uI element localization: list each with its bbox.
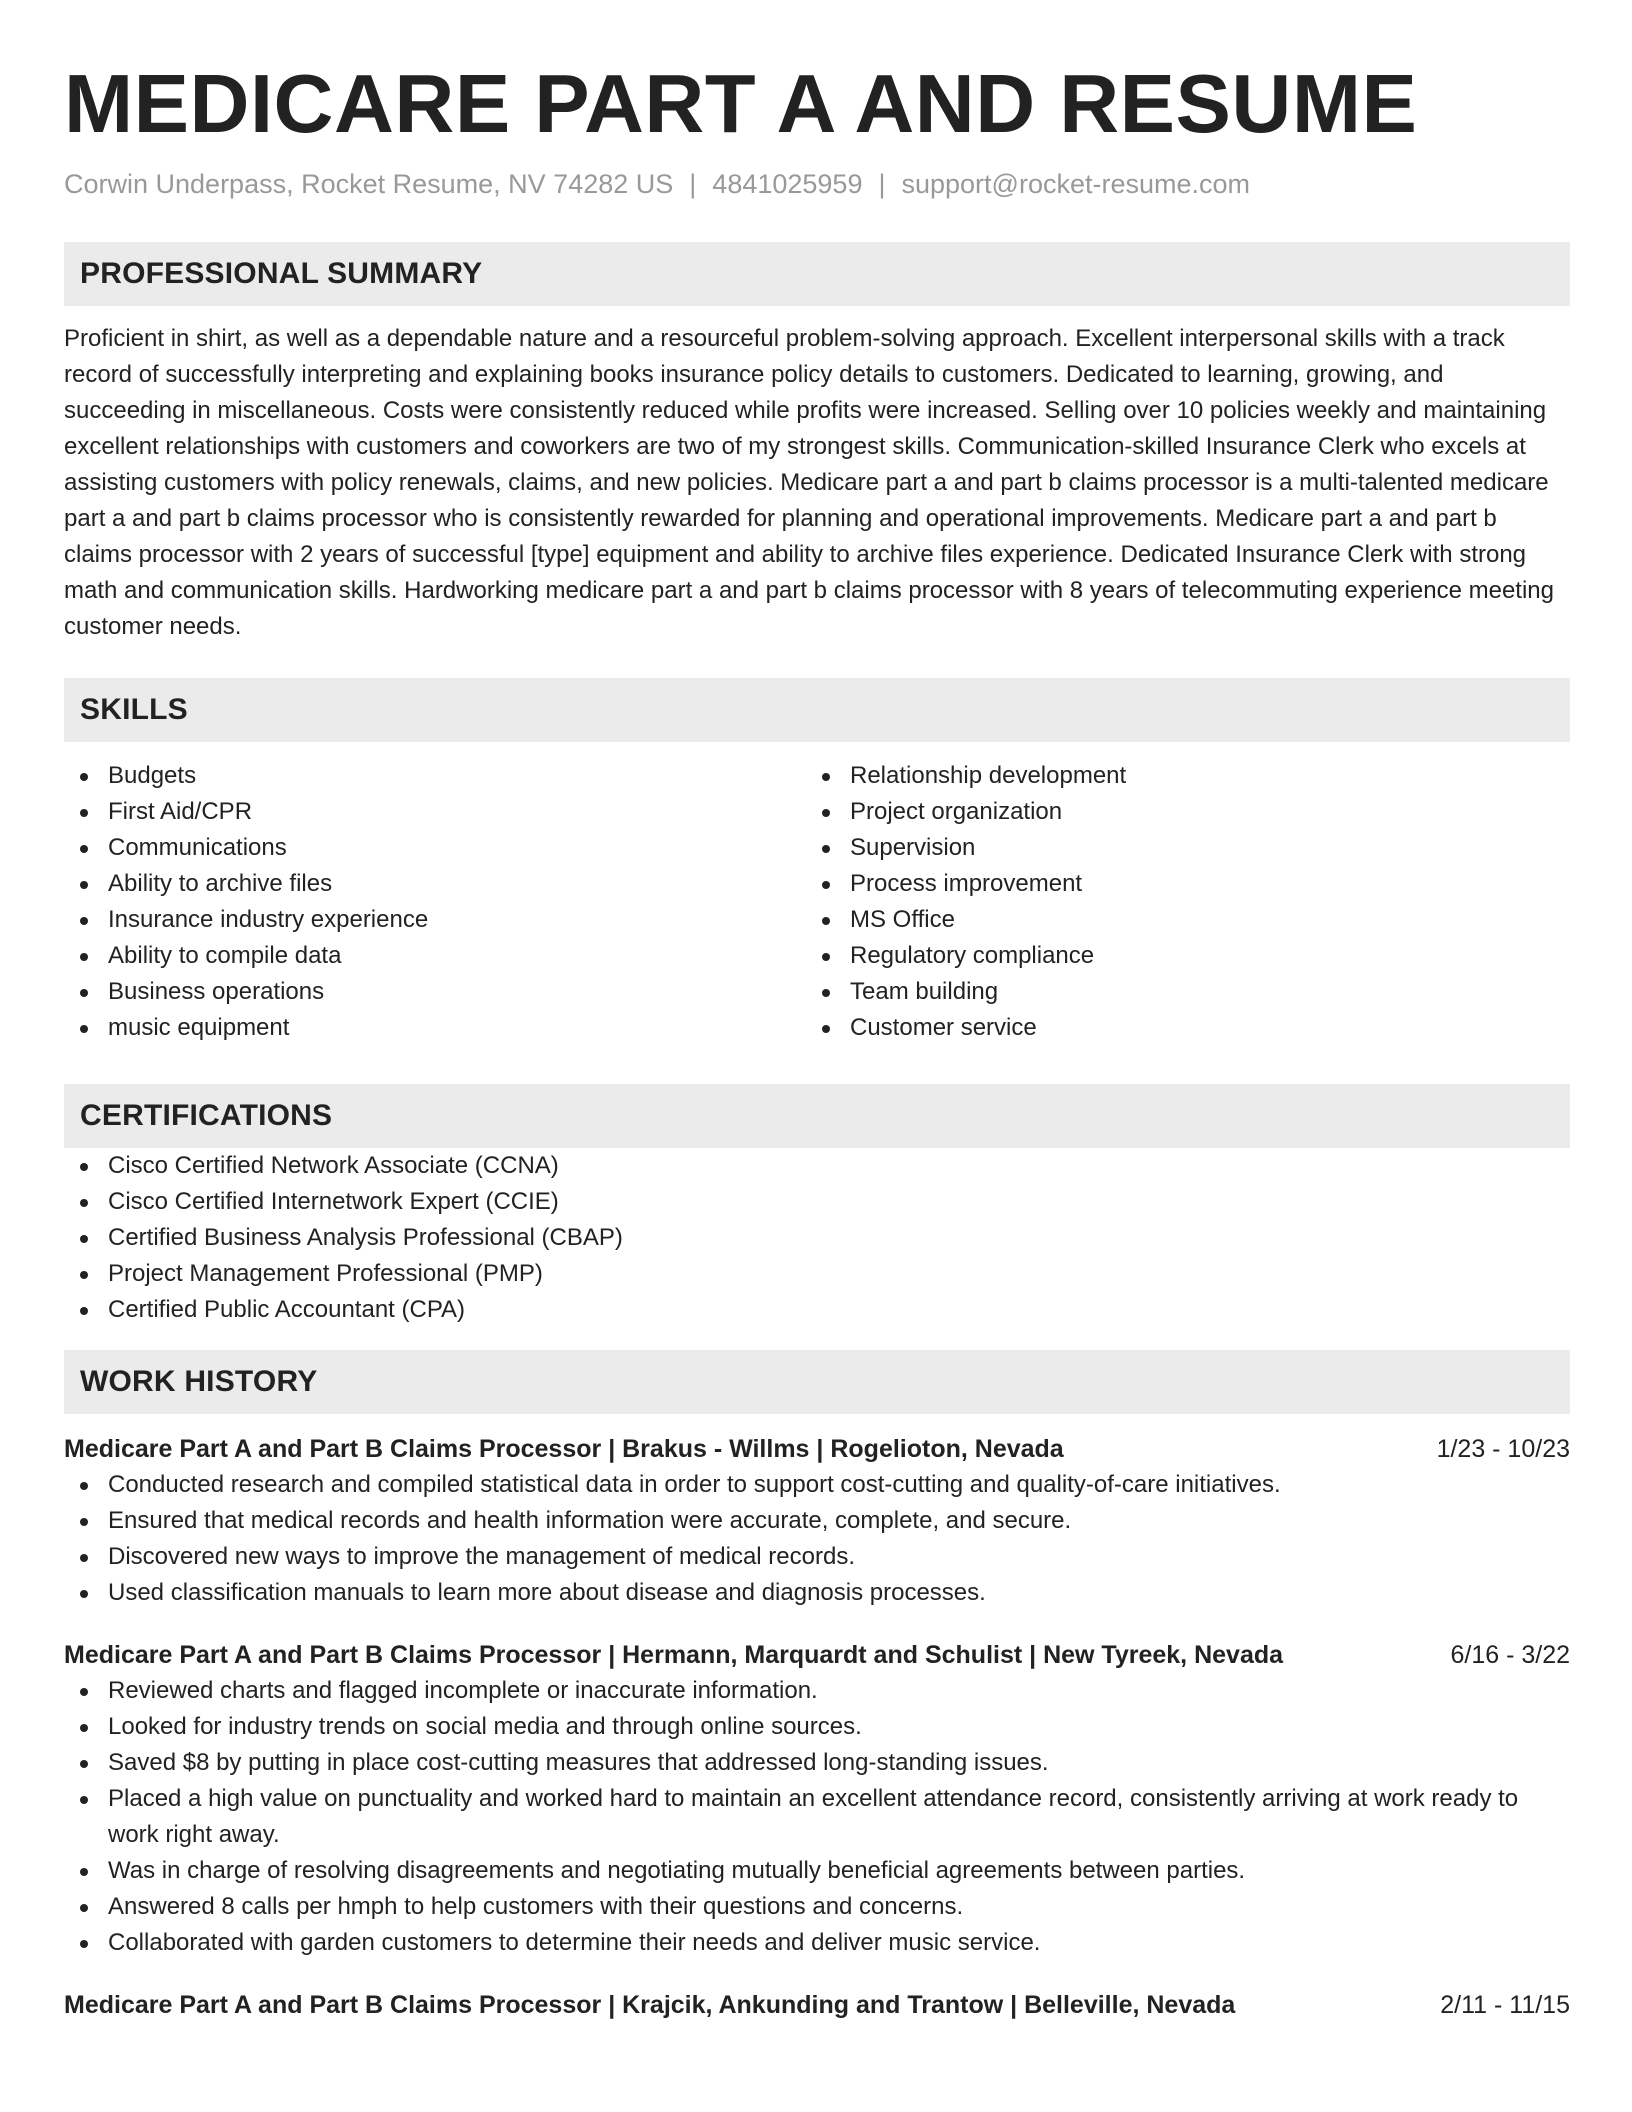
skill-item: MS Office <box>806 902 1548 938</box>
certification-item: Project Management Professional (PMP) <box>64 1256 1570 1292</box>
job-dates: 1/23 - 10/23 <box>1436 1435 1570 1463</box>
job-bullet: Answered 8 calls per hmph to help customers with their questions and concerns. <box>64 1889 1570 1925</box>
job-title-row <box>64 1987 1570 2023</box>
job-title: Medicare Part A and Part B Claims Processor | Hermann, Marquardt and Schulist | New Tyreek, Nevada <box>64 1641 1284 1669</box>
summary-text: Proficient in shirt, as well as a dependable nature and a resourceful problem-solving approach. Excellent interpersonal skills with a track record of successfully interpreting and explaining books insurance policy details to customers. Dedicated to learning, growing, and succeeding in miscellaneous. Costs were consistently reduced while profits were increased. Selling over 10 policies weekly and maintaining excellent relationships with customers and coworkers are two of my strongest skills. Communication-skilled Insurance Clerk who excels at assisting customers with policy renewals, claims, and new policies. Medicare part a and part b claims processor is a multi-talented medicare part a and part b claims processor who is consistently rewarded for planning and operational improvements. Medicare part a and part b claims processor with 2 years of successful [type] equipment and ability to archive files experience. Dedicated Insurance Clerk with strong math and communication skills. Hardworking medicare part a and part b claims processor with 8 years of telecommuting experience meeting customer needs. <box>64 325 1555 640</box>
certification-item: Certified Public Accountant (CPA) <box>64 1292 1570 1328</box>
job-dates: 2/11 - 11/15 <box>1440 1991 1570 2019</box>
job-bullet: Discovered new ways to improve the management of medical records. <box>64 1539 1570 1575</box>
resume-page <box>64 56 1570 2023</box>
skill-item: Ability to archive files <box>64 866 806 902</box>
skills-list <box>64 758 1570 1046</box>
contact-line <box>64 166 1570 202</box>
section-heading-certifications: CERTIFICATIONS <box>64 1084 1570 1148</box>
job-entry <box>64 1431 1570 1611</box>
skill-item: Business operations <box>64 974 806 1010</box>
skills-column-right <box>806 758 1548 1046</box>
section-heading-summary: PROFESSIONAL SUMMARY <box>64 242 1570 306</box>
section-heading-skills: SKILLS <box>64 678 1570 742</box>
job-bullet: Looked for industry trends on social media and through online sources. <box>64 1709 1570 1745</box>
skill-item: music equipment <box>64 1010 806 1046</box>
job-dates: 6/16 - 3/22 <box>1450 1641 1570 1669</box>
skill-item: Team building <box>806 974 1548 1010</box>
job-title-row <box>64 1637 1570 1673</box>
job-bullet: Placed a high value on punctuality and worked hard to maintain an excellent attendance record, consistently arriving at work ready to work right away. <box>64 1781 1570 1853</box>
skill-item: First Aid/CPR <box>64 794 806 830</box>
contact-email: support@rocket-resume.com <box>901 169 1251 199</box>
job-bullet: Used classification manuals to learn more about disease and diagnosis processes. <box>64 1575 1570 1611</box>
skills-column-left <box>64 758 806 1046</box>
contact-address: Corwin Underpass, Rocket Resume, NV 74282 US <box>64 169 674 199</box>
job-bullets <box>64 1673 1570 1961</box>
skill-item: Relationship development <box>806 758 1548 794</box>
job-bullet: Collaborated with garden customers to determine their needs and deliver music service. <box>64 1925 1570 1961</box>
job-title-row <box>64 1431 1570 1467</box>
job-bullet: Saved $8 by putting in place cost-cutting measures that addressed long-standing issues. <box>64 1745 1570 1781</box>
job-bullet: Conducted research and compiled statistical data in order to support cost-cutting and quality-of-care initiatives. <box>64 1467 1570 1503</box>
certification-item: Cisco Certified Network Associate (CCNA) <box>64 1148 1570 1184</box>
job-entry <box>64 1987 1570 2023</box>
job-title: Medicare Part A and Part B Claims Processor | Brakus - Willms | Rogelioton, Nevada <box>64 1435 1064 1463</box>
job-title: Medicare Part A and Part B Claims Processor | Krajcik, Ankunding and Trantow | Belleville, Nevada <box>64 1991 1236 2019</box>
certification-item: Cisco Certified Internetwork Expert (CCIE) <box>64 1184 1570 1220</box>
job-entry <box>64 1637 1570 1961</box>
certification-item: Certified Business Analysis Professional (CBAP) <box>64 1220 1570 1256</box>
job-bullet: Was in charge of resolving disagreements and negotiating mutually beneficial agreements between parties. <box>64 1853 1570 1889</box>
skill-item: Budgets <box>64 758 806 794</box>
skill-item: Customer service <box>806 1010 1548 1046</box>
skill-item: Supervision <box>806 830 1548 866</box>
section-heading-work-history: WORK HISTORY <box>64 1350 1570 1414</box>
skill-item: Regulatory compliance <box>806 938 1548 974</box>
contact-separator: | <box>689 169 697 199</box>
contact-separator: | <box>878 169 886 199</box>
skill-item: Communications <box>64 830 806 866</box>
certifications-list <box>64 1148 1570 1328</box>
job-bullets <box>64 1467 1570 1611</box>
resume-title: MEDICARE PART A AND RESUME <box>64 57 1418 150</box>
skill-item: Ability to compile data <box>64 938 806 974</box>
skill-item: Insurance industry experience <box>64 902 806 938</box>
contact-phone: 4841025959 <box>712 169 863 199</box>
skill-item: Process improvement <box>806 866 1548 902</box>
skill-item: Project organization <box>806 794 1548 830</box>
job-bullet: Ensured that medical records and health information were accurate, complete, and secure. <box>64 1503 1570 1539</box>
job-bullet: Reviewed charts and flagged incomplete or inaccurate information. <box>64 1673 1570 1709</box>
